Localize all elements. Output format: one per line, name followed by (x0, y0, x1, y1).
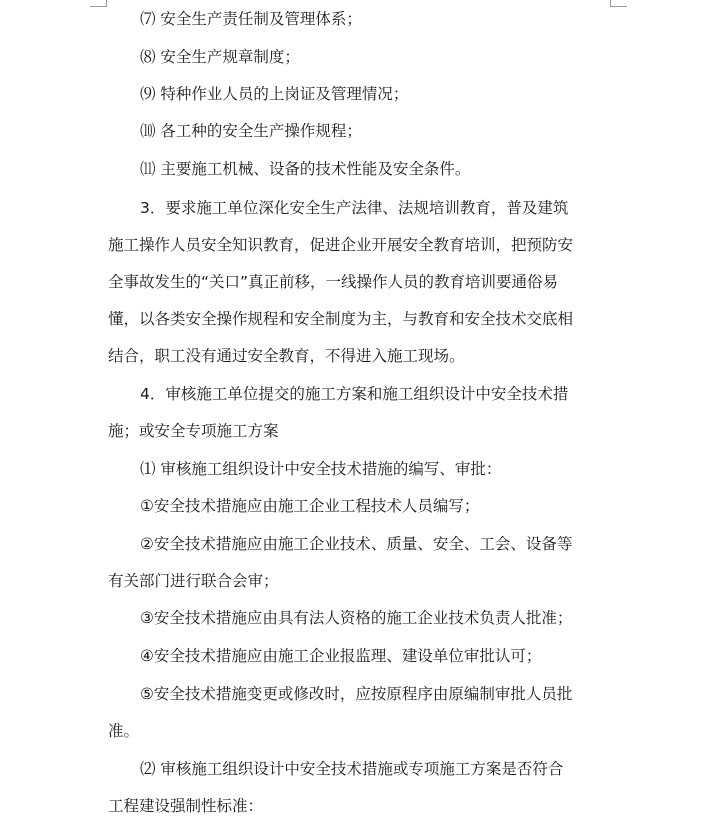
paragraph-4-line-2: 施；或安全专项施工方案 (108, 422, 279, 440)
sub-item-circle-5-line-1: ⑤安全技术措施变更或修改时，应按原程序由原编制审批人员批 (140, 685, 573, 703)
sub-item-circle-2-line-2: 有关部门进行联合会审； (108, 572, 279, 590)
sub-item-2-line-2: 工程建设强制性标准： (108, 797, 264, 815)
sub-item-circle-4: ④安全技术措施应由施工企业报监理、建设单位审批认可； (140, 647, 542, 665)
list-item-11: ⑾ 主要施工机械、设备的技术性能及安全条件。 (140, 160, 471, 178)
list-item-8: ⑻ 安全生产规章制度； (140, 48, 300, 66)
list-item-10: ⑽ 各工种的安全生产操作规程； (140, 122, 362, 140)
paragraph-3-line-5: 结合，职工没有通过安全教育，不得进入施工现场。 (108, 347, 465, 365)
sub-item-1-heading: ⑴ 审核施工组织设计中安全技术措施的编写、审批： (140, 460, 502, 478)
paragraph-3-line-3: 全事故发生的“关口”真正前移，一线操作人员的教育培训要通俗易 (108, 273, 559, 291)
sub-item-circle-2-line-1: ②安全技术措施应由施工企业技术、质量、安全、工会、设备等 (140, 535, 573, 553)
paragraph-4-line-1: 4．审核施工单位提交的施工方案和施工组织设计中安全技术措 (140, 385, 569, 403)
sub-item-circle-5-line-2: 准。 (108, 722, 140, 740)
list-item-7: ⑺ 安全生产责任制及管理体系； (140, 10, 362, 28)
paragraph-3-line-2: 施工操作人员安全知识教育，促进企业开展安全教育培训，把预防安 (108, 236, 574, 254)
paragraph-3-line-1: 3．要求施工单位深化安全生产法律、法规培训教育，普及建筑 (140, 199, 569, 217)
sub-item-2-line-1: ⑵ 审核施工组织设计中安全技术措施或专项施工方案是否符合 (140, 760, 564, 778)
sub-item-circle-1: ①安全技术措施应由施工企业工程技术人员编写； (140, 497, 480, 515)
sub-item-circle-3: ③安全技术措施应由具有法人资格的施工企业技术负责人批准； (140, 609, 573, 627)
page-corner-mark-right (610, 0, 627, 7)
paragraph-3-line-4: 懂，以各类安全操作规程和安全制度为主，与教育和安全技术交底相 (108, 310, 574, 328)
page-corner-mark-left (90, 0, 107, 7)
list-item-9: ⑼ 特种作业人员的上岗证及管理情况； (140, 85, 409, 103)
